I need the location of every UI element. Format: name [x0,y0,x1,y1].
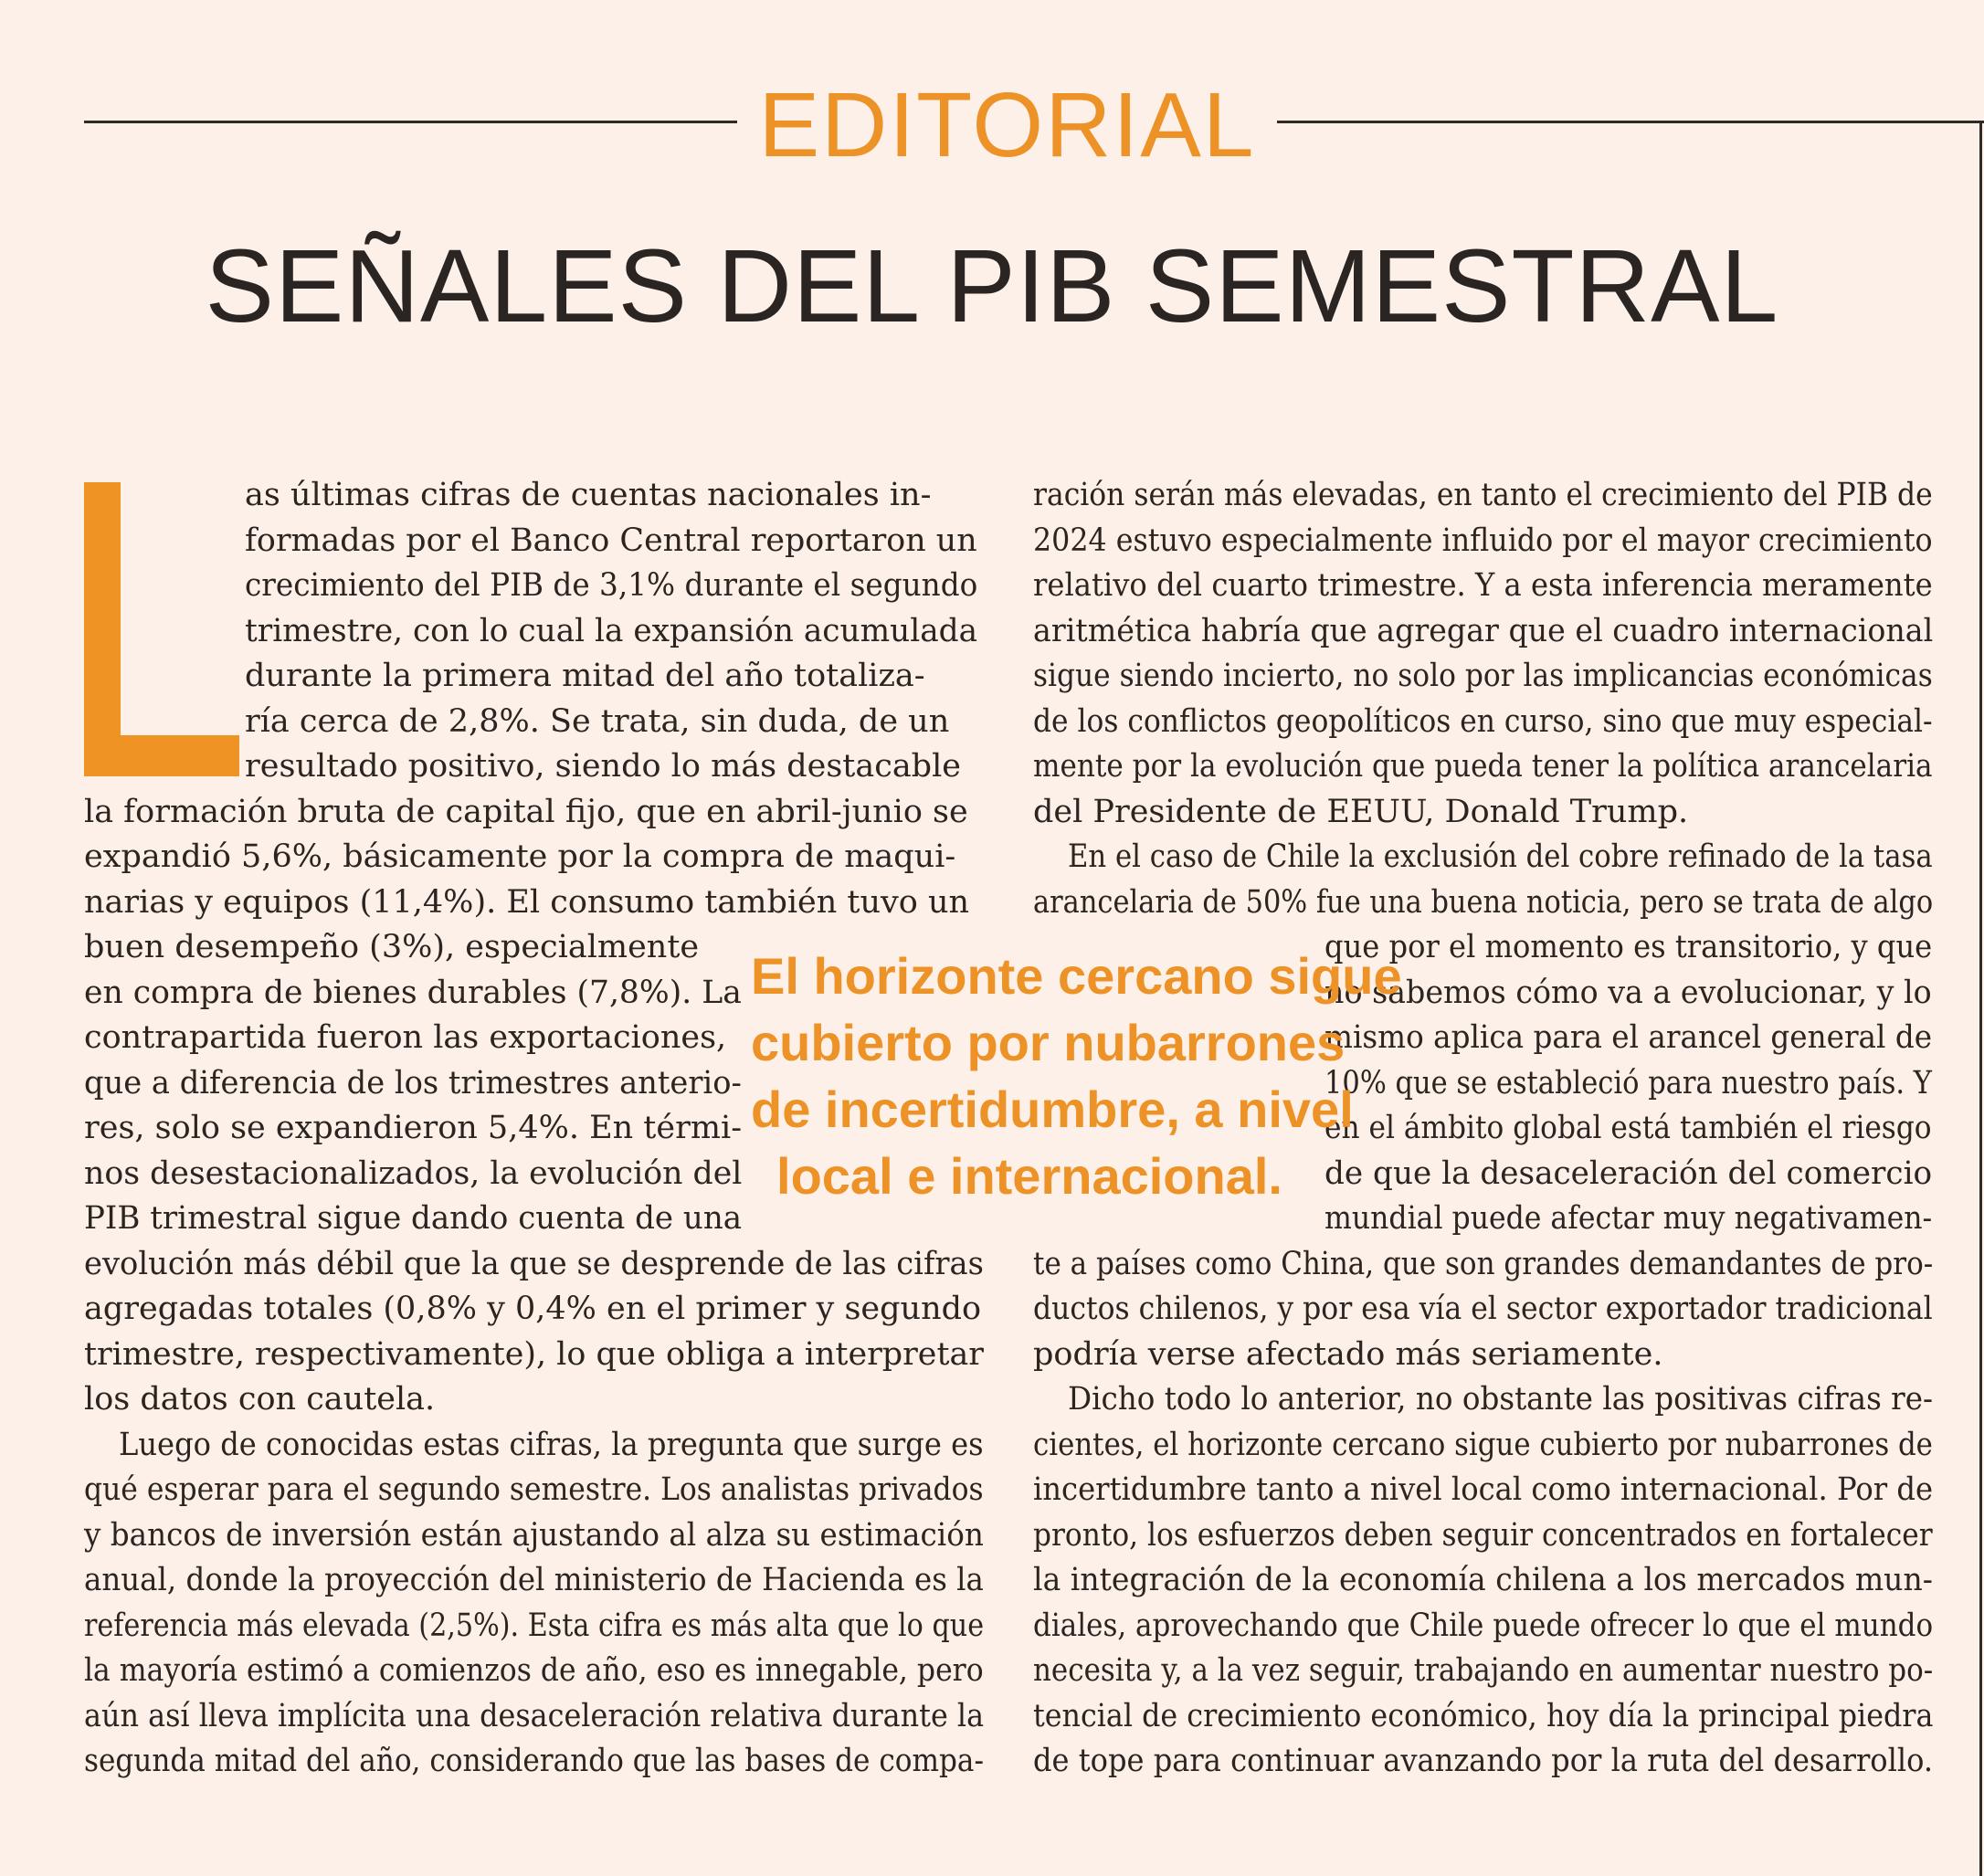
article-line: nos desestacionalizados, la evolución del [84,1154,743,1192]
pull-quote-line: de incertidumbre, a nivel [751,1080,1354,1138]
article-line: agregadas totales (0,8% y 0,4% en el primer y segundo [84,1291,982,1327]
article-line: ría cerca de 2,8%. Se trata, sin duda, de un [245,702,950,740]
header-rule-left [84,121,737,123]
article-line: que a diferencia de los trimestres anterio- [84,1064,742,1101]
article-line: mente por la evolución que pueda tener la política arancelaria [1033,748,1933,785]
article-line: en compra de bienes durables (7,8%). La [84,974,742,1011]
article-line: relativo del cuarto trimestre. Y a esta inferencia meramente [1033,567,1933,604]
article-line: referencia más elevada (2,5%). Esta cifra es más alta que lo que [84,1607,985,1644]
article-line: la mayoría estimó a comienzos de año, eso es innegable, pero [84,1652,984,1689]
article-line: buen desempeño (3%), especialmente [84,929,700,965]
drop-cap [84,482,239,776]
article-line: Luego de conocidas estas cifras, la pregunta que surge es [119,1426,984,1463]
article-line: del Presidente de EEUU, Donald Trump. [1033,793,1689,830]
article-line: trimestre, con lo cual la expansión acumulada [245,612,978,649]
article-line: los datos con cautela. [84,1381,436,1418]
article-line: durante la primera mitad del año totaliza- [245,658,925,694]
article-line: ración serán más elevadas, en tanto el crecimiento del PIB de [1033,477,1933,513]
article-line: mundial puede afectar muy negativamen- [1324,1200,1933,1237]
article-line: evolución más débil que la que se desprende de las cifras [84,1245,984,1282]
article-line: PIB trimestral sigue dando cuenta de una [84,1200,743,1237]
article-line: narias y equipos (11,4%). El consumo también tuvo un [84,883,970,921]
article-line: la formación bruta de capital fijo, que en abril-junio se [84,793,968,830]
article-line: necesita y, a la vez seguir, trabajando en aumentar nuestro po- [1033,1652,1934,1689]
drop-cap-stem [84,482,121,776]
article-line: trimestre, respectivamente), lo que obliga a interpretar [84,1335,984,1373]
article-line: segunda mitad del año, considerando que las bases de compa- [84,1743,984,1779]
article-line: 2024 estuvo especialmente influido por el mayor crecimiento [1033,522,1933,559]
pull-quote [751,943,1402,1209]
article-line: cientes, el horizonte cercano sigue cubierto por nubarrones de [1033,1426,1933,1463]
article-line: arancelaria de 50% fue una buena noticia, pero se trata de algo [1033,883,1934,921]
article-line: 10% que se estableció para nuestro país. Y [1324,1064,1932,1101]
pull-quote-line: El horizonte cercano sigue [751,947,1402,1005]
article-line: diales, aprovechando que Chile puede ofrecer lo que el mundo [1033,1607,1934,1644]
pull-quote-line: local e internacional. [776,1147,1282,1205]
article-line: que por el momento es transitorio, y que [1324,929,1933,965]
article-line: mismo aplica para el arancel general de [1324,1019,1933,1056]
article-line: de los conflictos geopolíticos en curso, sino que muy especial- [1033,702,1933,740]
article-line: aún así lleva implícita una desaceleración relativa durante la [84,1697,985,1734]
article-line: Dicho todo lo anterior, no obstante las positivas cifras re- [1068,1381,1934,1418]
article-line: aritmética habría que agregar que el cuadro internacional [1033,612,1934,649]
article-line: formadas por el Banco Central reportaron un [245,522,977,559]
header-rule-right [1277,121,1984,123]
article-line: expandió 5,6%, básicamente por la compra de maqui- [84,838,956,875]
article-line: en el ámbito global está también el riesgo [1324,1110,1932,1146]
article-line: la integración de la economía chilena a los mercados mun- [1033,1562,1933,1598]
article-line: de tope para continuar avanzando por la ruta del desarrollo. [1033,1743,1934,1779]
article-line: res, solo se expandieron 5,4%. En térmi- [84,1110,743,1146]
article-line: y bancos de inversión están ajustando al alza su estimación [84,1516,984,1554]
article-line: anual, donde la proyección del ministerio de Hacienda es la [84,1562,984,1598]
article-line: as últimas cifras de cuentas nacionales in- [245,477,932,513]
article-line: incertidumbre tanto a nivel local como internacional. Por de [1033,1471,1934,1508]
article-line: sigue siendo incierto, no solo por las implicancias económicas [1033,658,1933,694]
article-line: de que la desaceleración del comercio [1324,1154,1933,1192]
article-line: ductos chilenos, y por esa vía el sector exportador tradicional [1033,1291,1933,1327]
article-line: resultado positivo, siendo lo más destacable [245,748,961,785]
headline: SEÑALES DEL PIB SEMESTRAL [205,228,1779,343]
article-line: qué esperar para el segundo semestre. Los analistas privados [84,1471,984,1508]
article-line: pronto, los esfuerzos deben seguir concentrados en fortalecer [1033,1516,1933,1554]
article-line: tencial de crecimiento económico, hoy día la principal piedra [1033,1697,1934,1734]
pull-quote-line: cubierto por nubarrones [751,1014,1346,1071]
article-line: te a países como China, que son grandes demandantes de pro- [1033,1245,1934,1282]
section-label: EDITORIAL [758,74,1256,176]
article-line: podría verse afectado más seriamente. [1033,1335,1663,1373]
article-line: crecimiento del PIB de 3,1% durante el segundo [245,567,978,604]
article-line: En el caso de Chile la exclusión del cobre refinado de la tasa [1068,838,1933,875]
page-edge-rule [1979,121,1982,1876]
article-line: no sabemos cómo va a evolucionar, y lo [1324,974,1932,1011]
drop-cap-foot [84,735,239,776]
article-line: contrapartida fueron las exportaciones, [84,1019,727,1056]
